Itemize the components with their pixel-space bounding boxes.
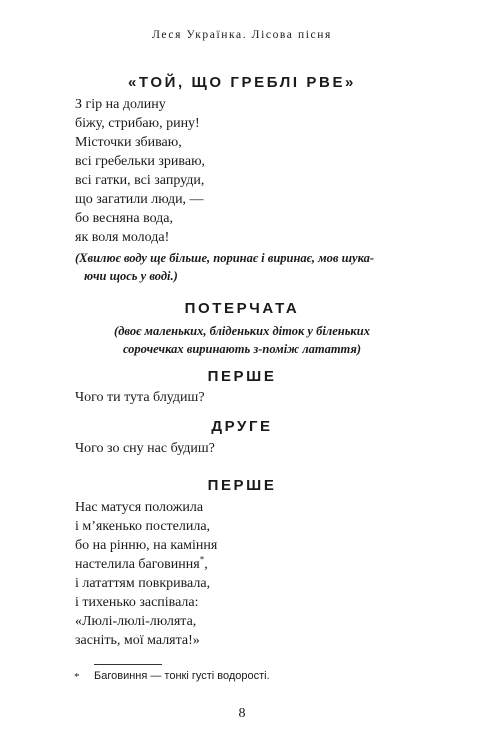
verse-line: «Люлі-люлі-люлята, xyxy=(75,614,197,629)
verse-line: і м’якенько постелила, xyxy=(75,519,211,534)
footnote-text: Баговиння — тонкі густі водорості. xyxy=(94,670,270,682)
verse-line: бо весняна вода, xyxy=(75,211,174,226)
verse-line: як воля молода! xyxy=(75,230,170,245)
dialogue-line: Чого зо сну нас будиш? xyxy=(75,441,215,456)
stage-direction: (Хвилює воду ще більше, поринає і виринає, мов шука- xyxy=(75,251,375,265)
stage-direction: ючи щось у воді.) xyxy=(84,269,178,283)
heading-pershe: ПЕРШЕ xyxy=(207,368,277,385)
verse-line: біжу, стрибаю, рину! xyxy=(75,116,200,131)
footnote-divider xyxy=(94,664,162,665)
verse-line: Нас матуся положила xyxy=(75,500,204,515)
heading-pershe: ПЕРШЕ xyxy=(207,477,277,494)
verse-line: З гір на долину xyxy=(75,97,166,112)
footnote-mark: * xyxy=(74,671,80,683)
verse-line: всі гатки, всі запруди, xyxy=(75,173,205,188)
page-number: 8 xyxy=(238,706,246,721)
verse-line: настелила баговиння*, xyxy=(75,554,208,572)
verse-line: і тихенько заспівала: xyxy=(75,595,199,610)
verse-line: Місточки збиваю, xyxy=(75,135,182,150)
heading-toi-shcho-grebli-rve: «ТОЙ, ЩО ГРЕБЛІ РВЕ» xyxy=(127,74,356,91)
heading-poterchata: ПОТЕРЧАТА xyxy=(184,300,300,317)
stage-direction: (двоє маленьких, бліденьких діток у біленьких xyxy=(114,324,370,338)
verse-text: настелила баговиння xyxy=(75,557,200,572)
verse-line: бо на рінню, на каміння xyxy=(75,538,218,553)
running-header: Леся Українка. Лісова пісня xyxy=(152,29,332,41)
verse-line: всі гребельки зриваю, xyxy=(75,154,206,169)
stage-direction: сорочечках виринають з-поміж латаття) xyxy=(122,342,362,356)
dialogue-line: Чого ти тута блудиш? xyxy=(75,390,205,405)
verse-line: засніть, мої малята!» xyxy=(75,633,200,648)
footnote-reference: * xyxy=(199,554,205,565)
verse-line: і лататтям повкривала, xyxy=(75,576,211,591)
verse-line: що загатили люди, — xyxy=(75,192,204,207)
heading-druhe: ДРУГЕ xyxy=(211,418,273,435)
